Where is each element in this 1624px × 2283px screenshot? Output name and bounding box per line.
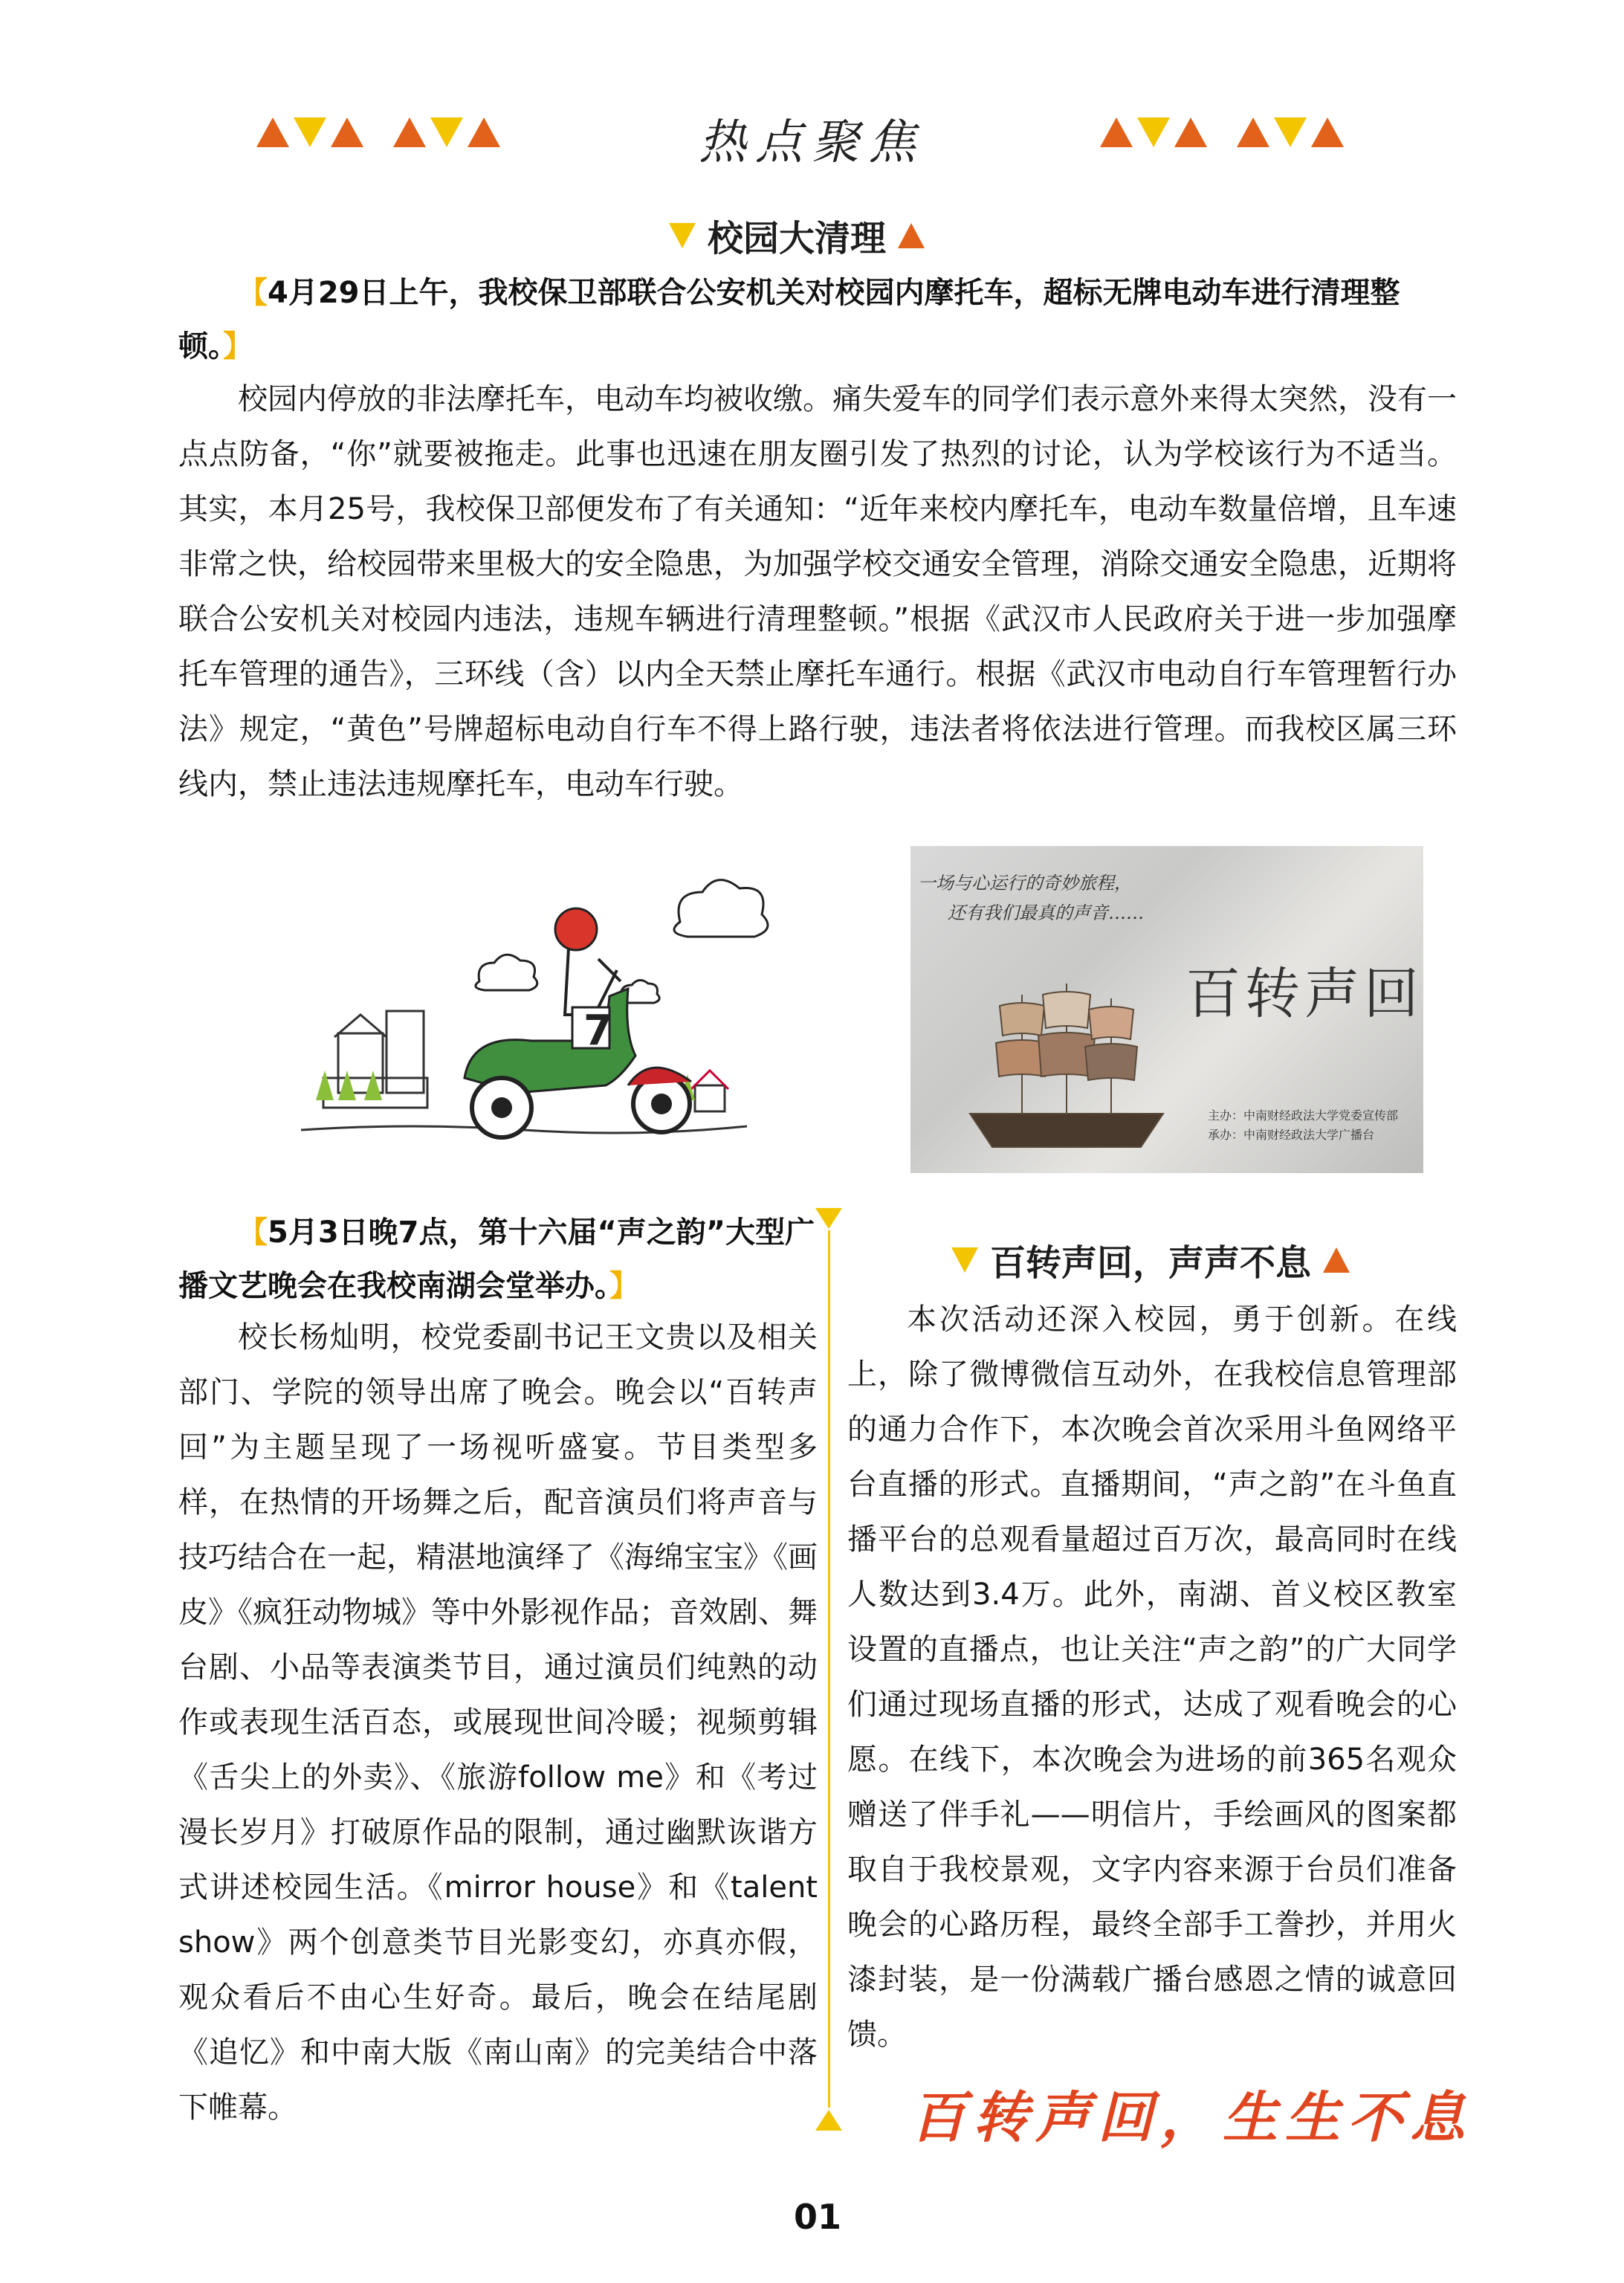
triangle-up-icon xyxy=(1311,117,1344,147)
poster-credit-line: 承办：中南财经政法大学广播台 xyxy=(1208,1128,1375,1142)
section3-paragraph: 本次活动还深入校园，勇于创新。在线上，除了微博微信互动外，在我校信息管理部的通力合作下，本次晚会首次采用斗鱼网络平台直播的形式。直播期间，“声之韵”在斗鱼直播平台的总观看量超过百万次，最高同时在线人数达到3.4万。此外，南湖、首义校区教室设置的直播点，也让关注“声之韵”的广大同学们通过现场直播的形式，达成了观看晚会的心愿。在线下，本次晚会为进场的前365名观众赠送了伴手礼——明信片，手绘画风的图案都取自于我校景观，文字内容来源于台员们准备晚会的心路历程，最终全部手工誊抄，并用火漆封装，是一份满载广播台感恩之情的诚意回馈。 xyxy=(847,1302,1457,2052)
section2-body xyxy=(178,1310,818,2135)
triangle-up-icon xyxy=(815,2110,842,2131)
triangle-up-icon xyxy=(393,117,426,147)
banner-title: 热点聚焦 xyxy=(699,115,925,170)
triangle-ornament xyxy=(256,117,363,147)
header-triangles-right xyxy=(1100,117,1344,147)
lead-bracket-open: 【 xyxy=(238,1215,268,1250)
sailing-ship-icon xyxy=(955,972,1178,1166)
triangle-up-icon xyxy=(1100,117,1133,147)
lead-text: 5月3日晚7点，第十六届“声之韵”大型广播文艺晚会在我校南湖会堂举办。 xyxy=(178,1215,815,1303)
lead-bracket-close: 】 xyxy=(609,1269,639,1303)
triangle-up-icon xyxy=(1174,117,1207,147)
triangle-ornament xyxy=(1100,117,1207,147)
section2-paragraph: 校长杨灿明，校党委副书记王文贵以及相关部门、学院的领导出席了晚会。晚会以“百转声回”为主题呈现了一场视听盛宴。节目类型多样，在热情的开场舞之后，配音演员们将声音与技巧结合在一起，精湛地演绎了《海绵宝宝》《画皮》《疯狂动物城》等中外影视作品；音效剧、舞台剧、小品等表演类节目，通过演员们纯熟的动作或表现生活百态，或展现世间冷暖；视频剪辑《舌尖上的外卖》、《旅游follow me》和《考过漫长岁月》打破原作品的限制，通过幽默诙谐方式讲述校园生活。《mirror house》和《talent show》两个创意类节目光影变幻，亦真亦假，观众看后不由心生好奇。最后，晚会在结尾剧《追忆》和中南大版《南山南》的完美结合中落下帷幕。 xyxy=(178,1320,818,2125)
lead-bracket-open: 【 xyxy=(238,276,268,310)
triangle-up-icon xyxy=(256,117,289,147)
page-number: 01 xyxy=(794,2197,842,2237)
triangle-up-icon xyxy=(898,223,925,248)
section1-paragraph: 校园内停放的非法摩托车，电动车均被收缴。痛失爱车的同学们表示意外来得太突然，没有一点点防备，“你”就要被拖走。此事也迅速在朋友圈引发了热烈的讨论，认为学校该行为不适当。其实，本月25号，我校保卫部便发布了有关通知：“近年来校内摩托车，电动车数量倍增，且车速非常之快，给校园带来里极大的安全隐患，为加强学校交通安全管理，消除交通安全隐患，近期将联合公安机关对校园内违法，违规车辆进行清理整顿。”根据《武汉市人民政府关于进一步加强摩托车管理的通告》，三环线（含）以内全天禁止摩托车通行。根据《武汉市电动自行车管理暂行办法》规定，“黄色”号牌超标电动自行车不得上路行驶，违法者将依法进行管理。而我校区属三环线内，禁止违法违规摩托车，电动车行驶。 xyxy=(178,382,1457,801)
triangle-down-icon xyxy=(294,117,326,147)
triangle-up-icon xyxy=(1237,117,1269,147)
svg-text:7: 7 xyxy=(583,1007,612,1055)
section1-lead xyxy=(178,266,1457,373)
scooter-rider-icon xyxy=(294,855,769,1167)
slogan: 百转声回，生生不息 xyxy=(910,2086,1472,2150)
poster-credit-line: 主办：中南财经政法大学党委宣传部 xyxy=(1208,1108,1399,1123)
triangle-up-icon xyxy=(468,117,500,147)
column-divider xyxy=(828,1230,830,2108)
triangle-down-icon xyxy=(815,1208,842,1229)
poster-title: 百转声回 xyxy=(1185,962,1423,1026)
section-title-text: 校园大清理 xyxy=(708,218,887,259)
header-triangles-left xyxy=(256,117,500,147)
lead-text: 4月29日上午，我校保卫部联合公安机关对校园内摩托车，超标无牌电动车进行清理整顿。 xyxy=(178,276,1400,364)
poster-image xyxy=(910,846,1423,1173)
section3-body xyxy=(847,1292,1457,2062)
poster-caption-line: 一场与心运行的奇妙旅程， xyxy=(918,873,1132,894)
lead-bracket-close: 】 xyxy=(223,329,253,364)
scooter-illustration xyxy=(294,855,769,1167)
triangle-down-icon xyxy=(951,1247,978,1273)
triangle-up-icon xyxy=(1323,1247,1350,1273)
poster-caption xyxy=(918,868,1144,928)
triangle-down-icon xyxy=(430,117,463,147)
triangle-down-icon xyxy=(1274,117,1307,147)
section1-body xyxy=(178,372,1457,812)
poster-caption-line: 还有我们最真的声音…… xyxy=(948,902,1144,923)
section-title-text: 百转声回，声声不息 xyxy=(990,1242,1312,1284)
triangle-ornament xyxy=(393,117,500,147)
section-title-broadcast xyxy=(951,1234,1350,1285)
triangle-ornament xyxy=(1237,117,1344,147)
triangle-down-icon xyxy=(669,223,696,248)
section-title-campus-cleanup xyxy=(669,210,925,261)
triangle-up-icon xyxy=(331,117,363,147)
triangle-down-icon xyxy=(1137,117,1170,147)
section2-lead xyxy=(178,1206,818,1313)
poster-credit xyxy=(1208,1106,1398,1145)
